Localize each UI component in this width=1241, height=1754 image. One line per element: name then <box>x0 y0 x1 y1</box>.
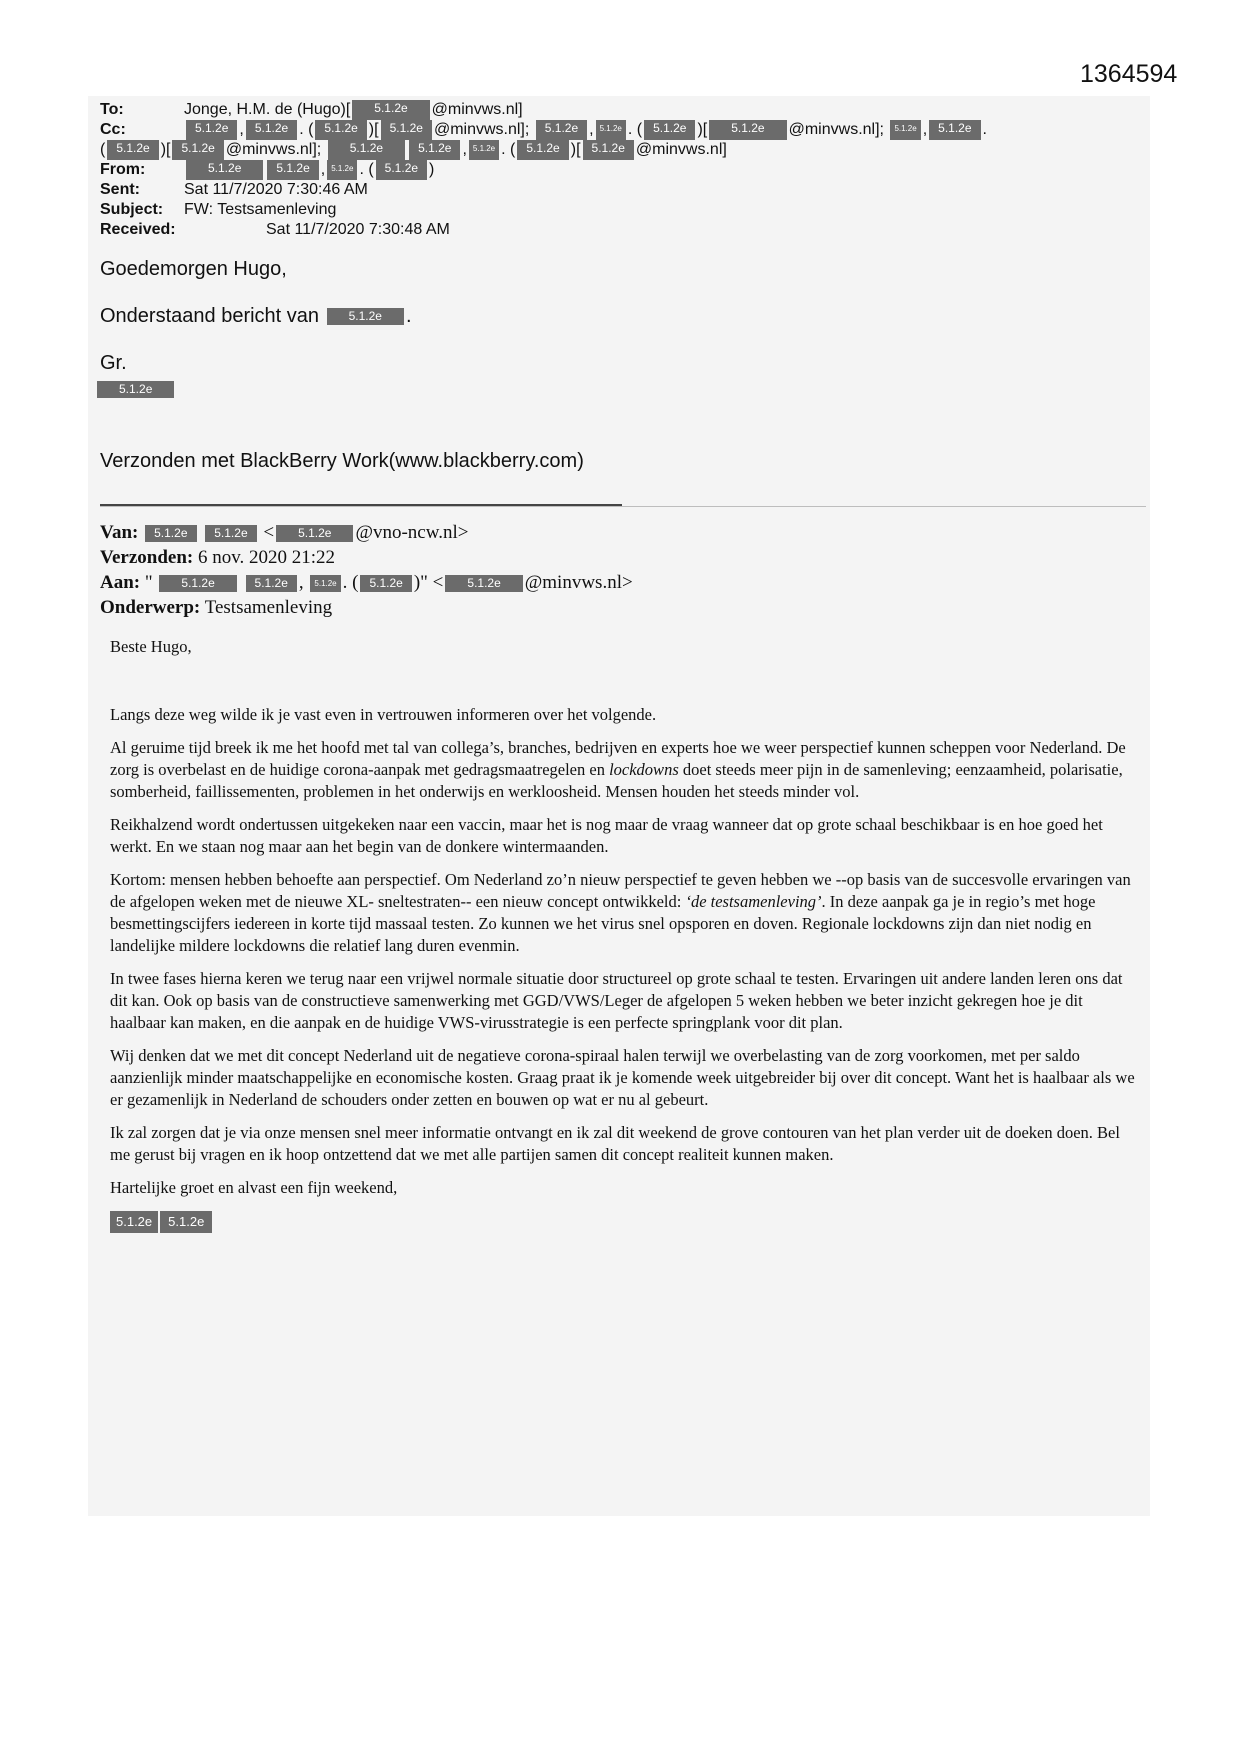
to-name: Jonge, H.M. de (Hugo)[ <box>184 101 351 118</box>
body-paragraph <box>110 869 1140 957</box>
body-signature <box>110 1210 1140 1233</box>
original-from-row: Van: 5.1.2e 5.1.2e < 5.1.2e @vno-ncw.nl> <box>100 522 469 543</box>
to-domain: @minvws.nl] <box>431 101 523 118</box>
original-sent-value: 6 nov. 2020 21:22 <box>198 547 336 568</box>
subject-row <box>100 200 987 220</box>
redaction: 5.1.2e <box>246 575 297 592</box>
forward-line <box>100 305 412 328</box>
body-salutation: Beste Hugo, <box>110 637 192 656</box>
redaction: 5.1.2e <box>376 160 427 180</box>
body-text: Al geruime tijd breek ik me het hoofd met tal van collega’s, branches, bedrijven en experts hoe we weer perspectief kunnen scheppen voor Nederland. De zorg is overbelast en de huidige corona-aanpak met gedragsmaatregelen en <box>110 738 1126 779</box>
redaction: 5.1.2e <box>929 120 980 140</box>
body-paragraph: Wij denken dat we met dit concept Nederland uit de negatieve corona-spiraal halen terwijl we overbelasting van de zorg voorkomen, met per saldo aanzienlijk minder maatschappelijke en economische kosten. Graag praat ik je komende week uitgebreider bij over dit concept. Want het is haalbaar als we er gezamenlijk in Nederland de schouders onder zetten en bouwen op wat er nu al gebeurt. <box>110 1046 1135 1109</box>
redaction: 5.1.2e <box>205 525 256 542</box>
to-label: To: <box>100 101 124 118</box>
cc-row: Cc: 5.1.2e , 5.1.2e . ( 5.1.2e )[ 5.1.2e @minvws.nl]; 5.1.2e , 5.1.2e . ( 5.1.2e )[ 5.1.2e @minvws.nl]; 5.1.2e , 5.1.2e . <box>100 121 987 138</box>
document-id: 1364594 <box>1080 60 1178 88</box>
redaction: 5.1.2e <box>517 140 568 160</box>
redaction: 5.1.2e <box>596 120 626 140</box>
body-text: . In deze aanpak ga je in regio’s met hoge besmettingscijfers iedereen in korte tijd massaal testen. Zo kunnen we het virus snel opsporen en doven. Regionale lockdowns zijn dan niet nodig en landelijke mildere lockdowns die relatief lang duren evenmin. <box>110 892 1096 955</box>
redaction: 5.1.2e <box>709 120 786 140</box>
redaction: 5.1.2e <box>409 140 460 160</box>
redaction: 5.1.2e <box>107 140 158 160</box>
body-paragraph: Langs deze weg wilde ik je vast even in vertrouwen informeren over het volgende. <box>110 705 657 724</box>
body-paragraph: In twee fases hierna keren we terug naar een vrijwel normale situatie door structureel op grote schaal te testen. Ervaringen uit andere landen leren ons dat dit kan. Ook op basis van de constructieve samenwerking met GGD/VWS/Leger de afgelopen 5 weken hebben we beter inzicht gekregen hoe je dit haalbaar kan maken, en die aanpak en de huidige VWS-virusstrategie is een perfecte springplank voor dit plan. <box>110 969 1123 1032</box>
redaction: 5.1.2e <box>186 160 263 180</box>
redaction: 5.1.2e <box>327 160 357 180</box>
original-sent-label: Verzonden: <box>100 547 194 568</box>
cc-domain: @minvws.nl] <box>635 141 727 158</box>
original-subject-row <box>100 595 633 620</box>
redaction: 5.1.2e <box>186 120 237 140</box>
original-header <box>100 520 633 620</box>
redaction: 5.1.2e <box>890 120 920 140</box>
separator-line-dark <box>100 504 622 506</box>
cc-domain: @minvws.nl]; <box>788 121 884 138</box>
redaction: 5.1.2e <box>246 120 297 140</box>
original-subject-value: Testsamenleving <box>204 597 333 618</box>
received-value: Sat 11/7/2020 7:30:48 AM <box>266 221 450 238</box>
redaction: 5.1.2e <box>583 140 634 160</box>
redaction: 5.1.2e <box>160 1211 212 1233</box>
separator-line <box>100 506 1146 507</box>
original-from-label: Van: <box>100 522 139 543</box>
redaction: 5.1.2e <box>276 525 353 542</box>
received-row <box>100 220 987 240</box>
original-from-domain: @vno-ncw.nl> <box>355 522 469 543</box>
body-closing: Hartelijke groet en alvast een fijn weekend, <box>110 1178 398 1197</box>
redaction: 5.1.2e <box>360 575 411 592</box>
forward-line-end: . <box>405 305 412 327</box>
redaction: 5.1.2e <box>172 140 223 160</box>
from-row: From: 5.1.2e 5.1.2e , 5.1.2e . ( 5.1.2e ) <box>100 161 435 178</box>
redaction: 5.1.2e <box>159 575 236 592</box>
body-text: Kortom: mensen hebben behoefte aan perspectief. Om Nederland zo’n nieuw perspectief te geven hebben we --op basis van de succesvolle ervaringen van de afgelopen weken met de nieuwe XL- sneltestraten-- een nieuw concept ontwikkeld: <box>110 870 1131 911</box>
original-to-row: Aan: " 5.1.2e 5.1.2e , 5.1.2e . ( 5.1.2e )" < 5.1.2e @minvws.nl> <box>100 572 633 593</box>
subject-label: Subject: <box>100 201 164 218</box>
forward-greeting: Goedemorgen Hugo, <box>100 258 287 280</box>
from-label: From: <box>100 161 146 178</box>
cc-domain: @minvws.nl]; <box>225 141 322 158</box>
redaction: 5.1.2e <box>469 140 499 160</box>
body-italic: lockdowns <box>609 760 679 779</box>
redaction: 5.1.2e <box>328 140 405 160</box>
body-italic: ‘de testsamenleving’ <box>685 892 822 911</box>
redaction: 5.1.2e <box>644 120 695 140</box>
original-subject-label: Onderwerp: <box>100 597 201 618</box>
body-paragraph: Reikhalzend wordt ondertussen uitgekeken naar een vaccin, maar het is nog maar de vraag wanneer dat op grote schaal beschikbaar is en hoe goed het werkt. En we staan nog maar aan het begin van de donkere wintermaanden. <box>110 815 1103 856</box>
redaction: 5.1.2e <box>267 160 318 180</box>
redaction: 5.1.2e <box>110 1211 158 1233</box>
redaction: 5.1.2e <box>536 120 587 140</box>
redaction: 5.1.2e <box>310 575 340 592</box>
cc-label: Cc: <box>100 121 126 138</box>
cc-row-continued: ( 5.1.2e )[ 5.1.2e @minvws.nl]; 5.1.2e 5.1.2e , 5.1.2e . ( 5.1.2e )[ 5.1.2e @minvws.nl] <box>100 141 727 158</box>
to-row <box>100 100 987 120</box>
device-signature: Verzonden met BlackBerry Work(www.blackberry.com) <box>100 450 584 472</box>
forward-line-text: Onderstaand bericht van <box>100 305 320 327</box>
original-to-domain: @minvws.nl> <box>524 572 633 593</box>
received-label: Received: <box>100 221 176 238</box>
redaction: 5.1.2e <box>381 120 432 140</box>
original-sent-row <box>100 545 633 570</box>
subject-value: FW: Testsamenleving <box>184 201 337 218</box>
message-body <box>110 636 1140 1233</box>
original-to-label: Aan: <box>100 572 141 593</box>
sent-row <box>100 180 987 200</box>
redaction: 5.1.2e <box>327 308 404 325</box>
redaction: 5.1.2e <box>315 120 366 140</box>
body-paragraph <box>110 737 1140 803</box>
body-text: doet steeds meer pijn in de samenleving; eenzaamheid, polarisatie, somberheid, faillissementen, problemen in het onderwijs en werkloosheid. Mensen houden het steeds minder vol. <box>110 760 1123 801</box>
redaction: 5.1.2e <box>352 100 429 120</box>
cc-domain: @minvws.nl]; <box>433 121 530 138</box>
redaction: 5.1.2e <box>445 575 522 592</box>
forward-signoff: Gr. <box>100 352 127 374</box>
redaction: 5.1.2e <box>97 381 174 398</box>
sent-label: Sent: <box>100 181 140 198</box>
body-paragraph: Ik zal zorgen dat je via onze mensen snel meer informatie ontvangt en ik zal dit weekend de grove contouren van het plan verder uit de doeken doen. Bel me gerust bij vragen en ik hoop ontzettend dat we met alle partijen samen dit concept realiteit kunnen maken. <box>110 1123 1120 1164</box>
forward-sender-block <box>100 378 176 401</box>
email-header <box>100 100 987 240</box>
redaction: 5.1.2e <box>145 525 196 542</box>
sent-value: Sat 11/7/2020 7:30:46 AM <box>184 181 368 198</box>
